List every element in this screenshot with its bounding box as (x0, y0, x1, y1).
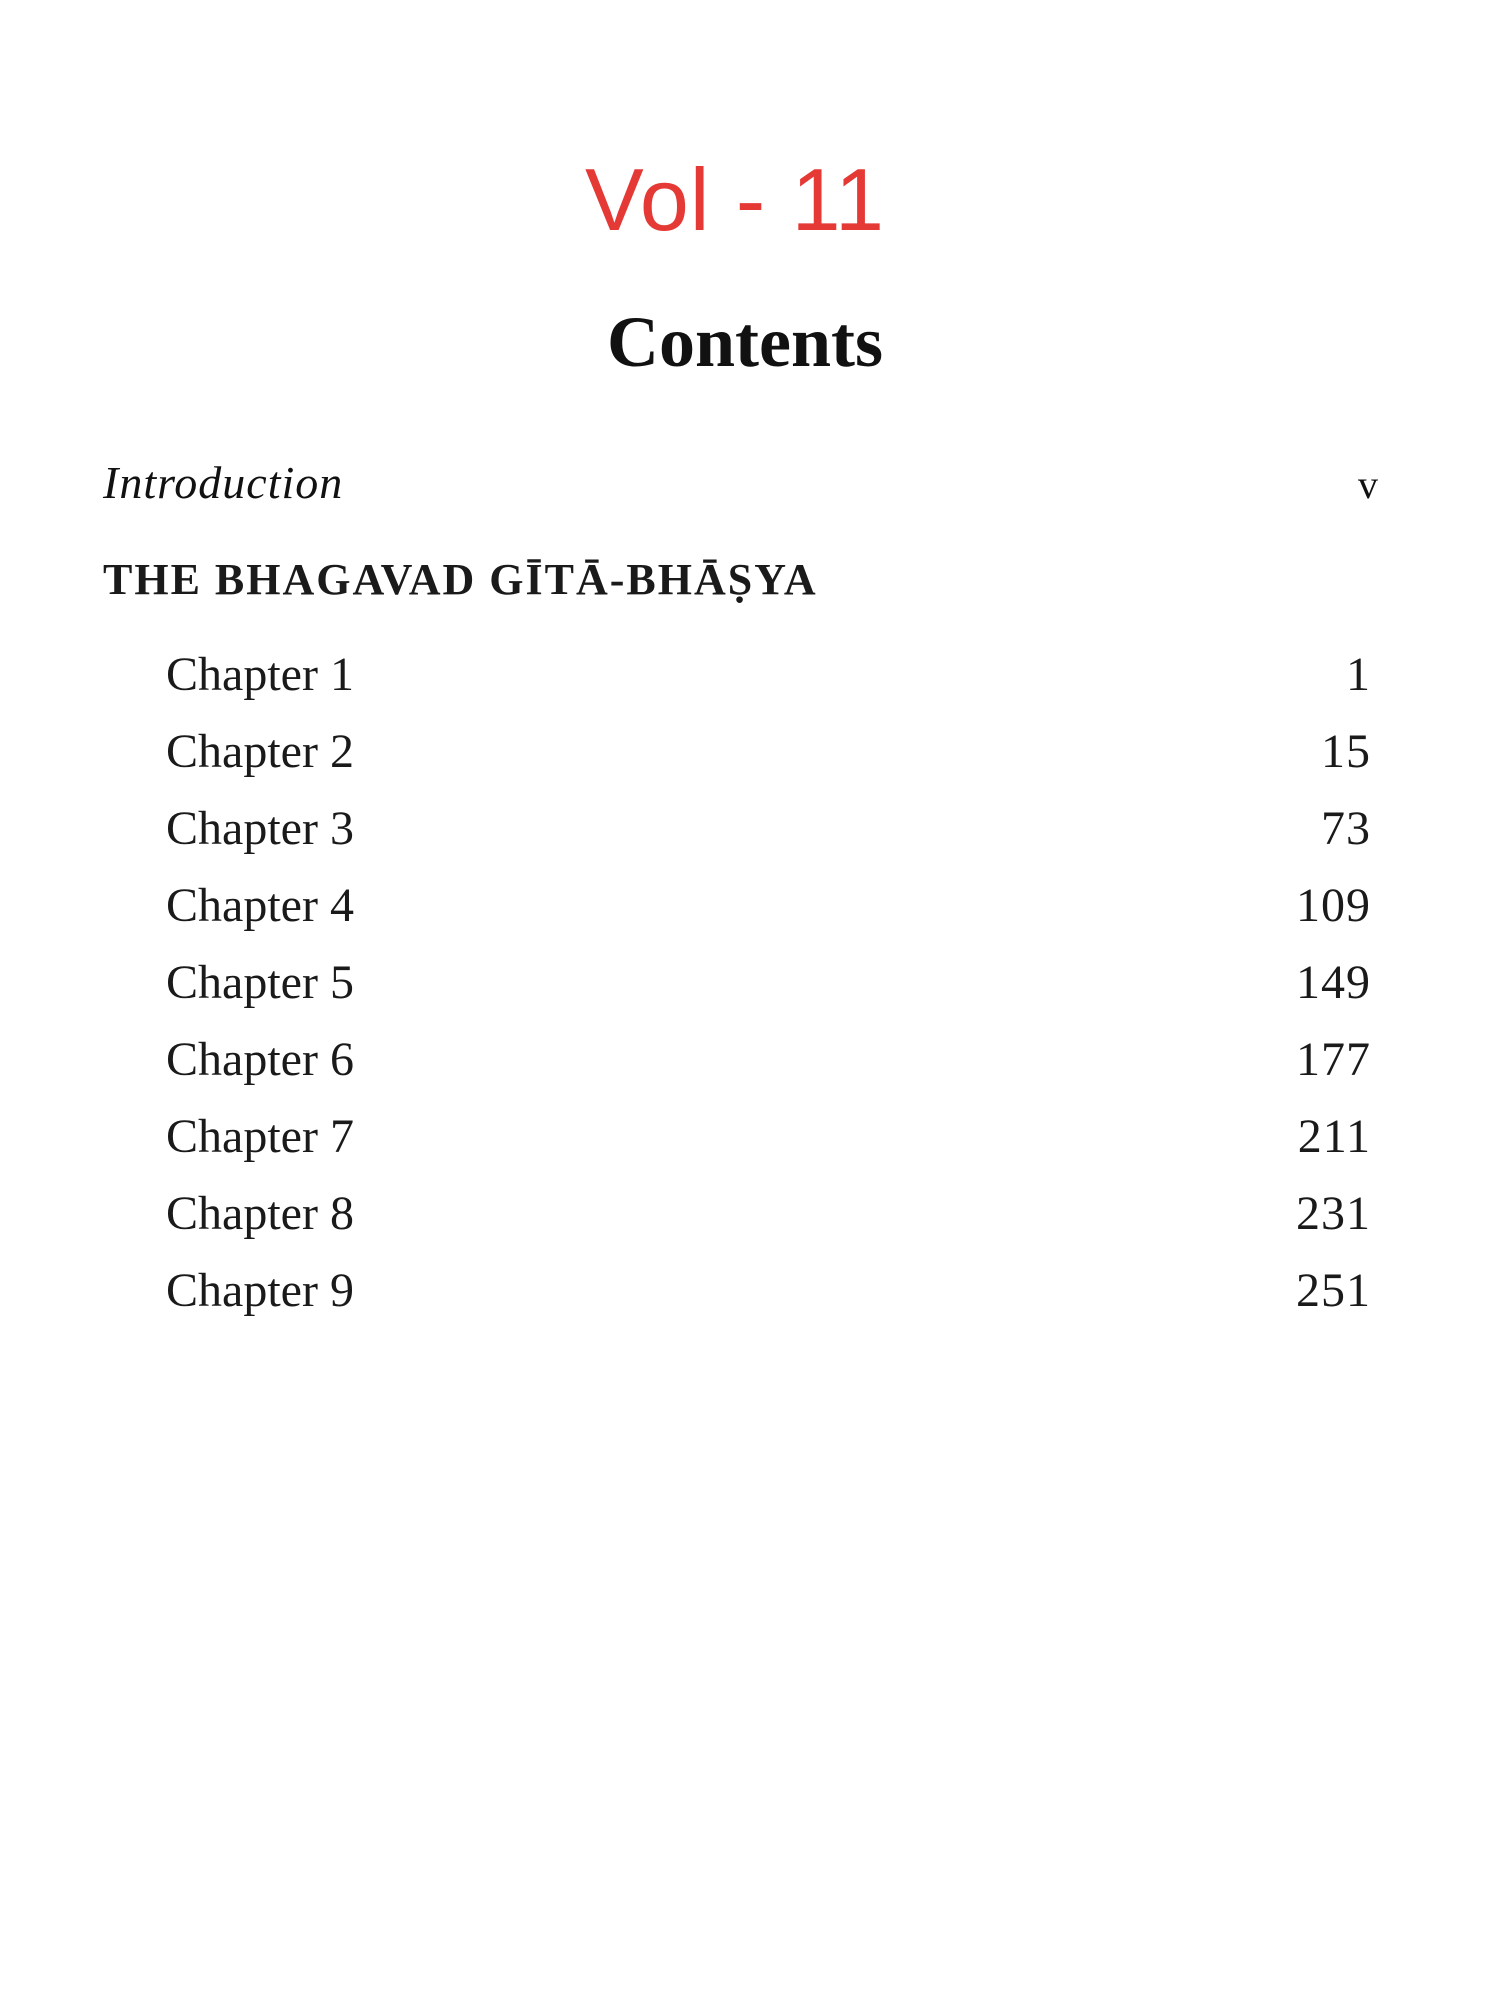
toc-entry-label: Chapter 9 (166, 1264, 354, 1317)
toc-entry-chapter-3 (166, 799, 1371, 876)
toc-entry-page: 73 (1321, 802, 1371, 855)
chapter-list (166, 645, 1371, 1338)
toc-entry-label: Chapter 2 (166, 725, 354, 778)
toc-entry-chapter-4 (166, 876, 1371, 953)
toc-entry-label: Chapter 3 (166, 802, 354, 855)
toc-entry-label: Chapter 6 (166, 1033, 354, 1086)
page-title: Contents (606, 302, 883, 382)
toc-entry-page: 109 (1296, 879, 1371, 932)
toc-entry-chapter-5 (166, 953, 1371, 1030)
section-heading: THE BHAGAVAD GĪTĀ-BHĀṢYA (103, 555, 818, 604)
toc-entry-page: 251 (1296, 1264, 1371, 1317)
toc-entry-chapter-9 (166, 1261, 1371, 1338)
toc-entry-page: 1 (1346, 648, 1371, 701)
toc-entry-chapter-2 (166, 722, 1371, 799)
volume-label: Vol - 11 (585, 150, 885, 249)
toc-entry-chapter-8 (166, 1184, 1371, 1261)
toc-entry-label: Chapter 8 (166, 1187, 354, 1240)
toc-entry-page: 15 (1321, 725, 1371, 778)
toc-entry-chapter-7 (166, 1107, 1371, 1184)
toc-entry-label: Chapter 4 (166, 879, 354, 932)
toc-entry-label: Introduction (103, 457, 344, 508)
toc-entry-chapter-6 (166, 1030, 1371, 1107)
toc-entry-page: 149 (1296, 956, 1371, 1009)
toc-entry-introduction (103, 455, 1378, 513)
toc-entry-page: 211 (1297, 1110, 1371, 1163)
toc-entry-label: Chapter 5 (166, 956, 354, 1009)
toc-entry-page: 231 (1296, 1187, 1371, 1240)
toc-entry-page: v (1358, 462, 1378, 507)
toc-entry-label: Chapter 7 (166, 1110, 354, 1163)
toc-entry-page: 177 (1296, 1033, 1371, 1086)
toc-entry-chapter-1 (166, 645, 1371, 722)
toc-entry-label: Chapter 1 (166, 648, 354, 701)
